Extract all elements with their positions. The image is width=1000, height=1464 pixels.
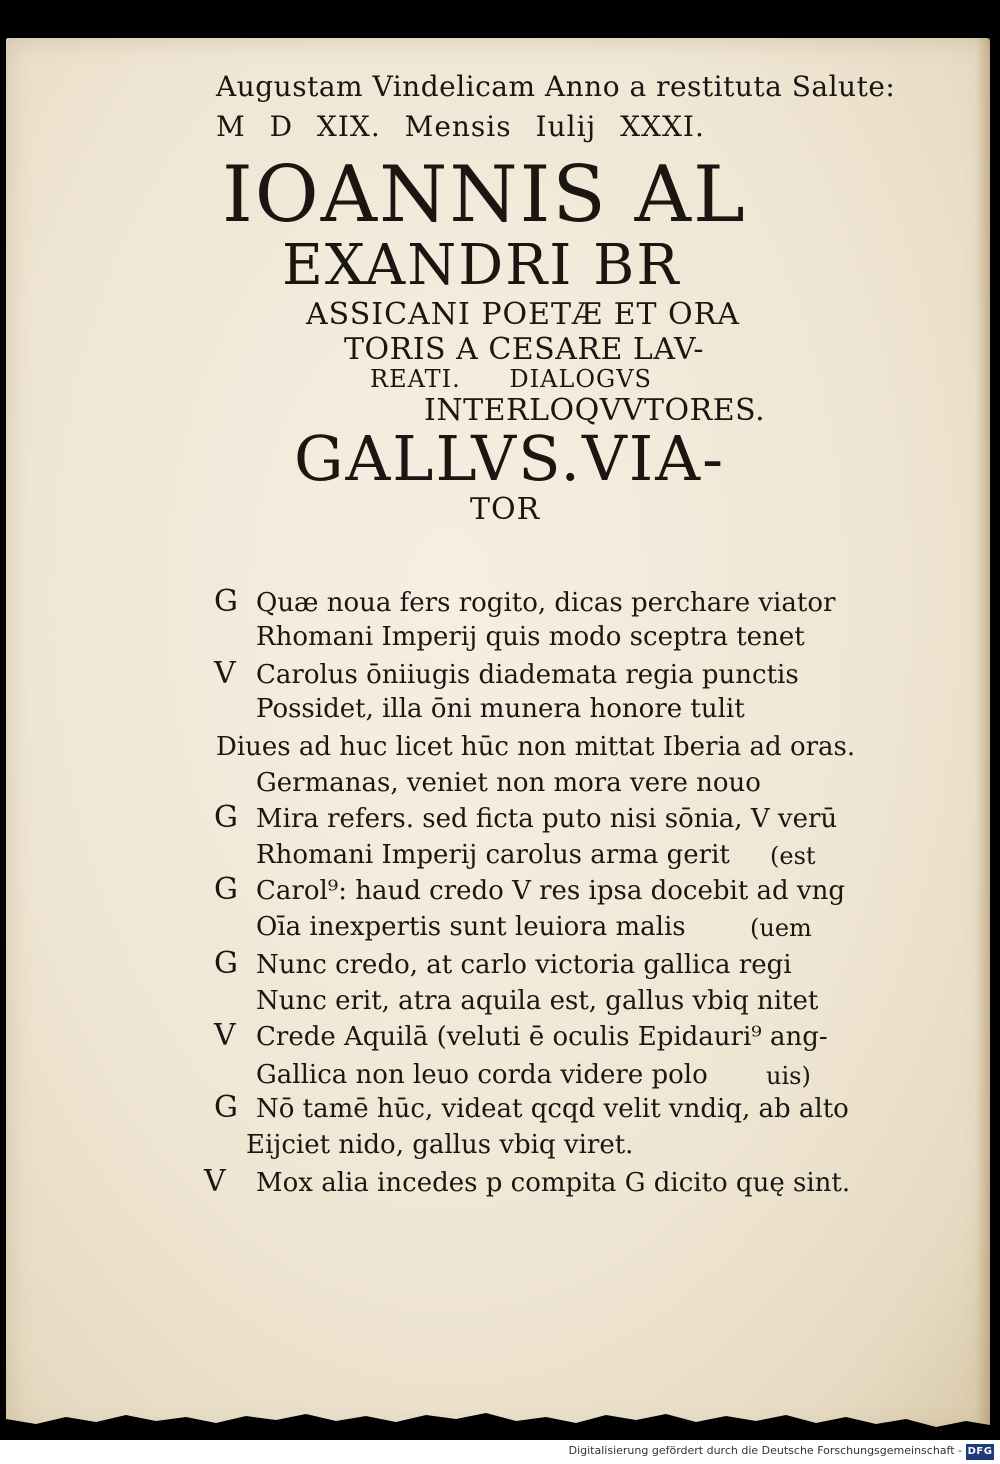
- verse-line: Rhomani Imperij quis modo sceptra tenet: [256, 622, 805, 652]
- verse-line: Rhomani Imperij carolus arma gerit: [256, 840, 730, 870]
- margin-carryover: (uem: [750, 914, 812, 942]
- speaker-marker: G: [214, 872, 238, 907]
- speaker-marker: V: [214, 1018, 236, 1053]
- title-line-5: REATI. DIALOGVS: [370, 365, 652, 393]
- footer-credit: Digitalisierung gefördert durch die Deutsche Forschungsgemeinschaft -: [568, 1444, 962, 1457]
- verse-line: Gallica non leuo corda videre polo: [256, 1060, 708, 1090]
- verse-line: Oīa inexpertis sunt leuiora malis: [256, 912, 686, 942]
- verse-line: Mira refers. sed ficta puto nisi sōnia, V verū: [256, 804, 838, 834]
- title-line-2: EXANDRI BR: [282, 233, 681, 298]
- speaker-marker: G: [214, 800, 238, 835]
- dfg-logo: DFG: [966, 1444, 994, 1460]
- verse-line: Mox alia incedes p compita G dicito quę sint.: [256, 1168, 851, 1198]
- imprint-date-line: M D XIX. Mensis Iulij XXXI.: [216, 110, 705, 143]
- speaker-marker: G: [214, 946, 238, 981]
- verse-line: Crede Aquilā (veluti ē oculis Epidauri⁹ ang-: [256, 1022, 828, 1052]
- title-line-8: TOR: [470, 492, 541, 527]
- title-line-3: ASSICANI POETÆ ET ORA: [306, 297, 740, 332]
- torn-page-edge: [6, 1409, 990, 1439]
- verse-line: Nunc credo, at carlo victoria gallica regi: [256, 950, 792, 980]
- imprint-place-line: Augustam Vindelicam Anno a restituta Salute:: [216, 70, 896, 103]
- title-line-6: INTERLOQVVTORES.: [424, 393, 766, 428]
- margin-carryover: uis): [766, 1062, 811, 1090]
- speaker-marker: V: [214, 656, 236, 691]
- verse-line: Eijciet nido, gallus vbiq viret.: [246, 1130, 634, 1160]
- verse-line: Carolus ōniiugis diademata regia punctis: [256, 660, 799, 690]
- title-line-4: TORIS A CESARE LAV-: [344, 332, 705, 367]
- verse-line: Quæ noua fers rogito, dicas perchare viator: [256, 588, 836, 618]
- verse-line: Nunc erit, atra aquila est, gallus vbiq nitet: [256, 986, 819, 1016]
- speaker-marker: G: [214, 1090, 238, 1125]
- page-edge-shadow: [976, 38, 990, 1433]
- verse-line: Carol⁹: haud credo V res ipsa docebit ad vng: [256, 876, 846, 906]
- title-line-7: GALLVS.VIA-: [294, 422, 726, 495]
- verse-line: Possidet, illa ōni munera honore tulit: [256, 694, 745, 724]
- verse-line: Diues ad huc licet hūc non mittat Iberia ad oras.: [216, 732, 856, 762]
- verse-line: Nō tamē hūc, videat qcqd velit vndiq, ab alto: [256, 1094, 849, 1124]
- title-line-1: IOANNIS AL: [222, 150, 747, 240]
- verse-line: Germanas, veniet non mora vere nouo: [256, 768, 761, 798]
- speaker-marker: G: [214, 584, 238, 619]
- footer-bar: [0, 1440, 1000, 1464]
- margin-carryover: (est: [770, 842, 816, 870]
- speaker-marker: V: [204, 1164, 226, 1199]
